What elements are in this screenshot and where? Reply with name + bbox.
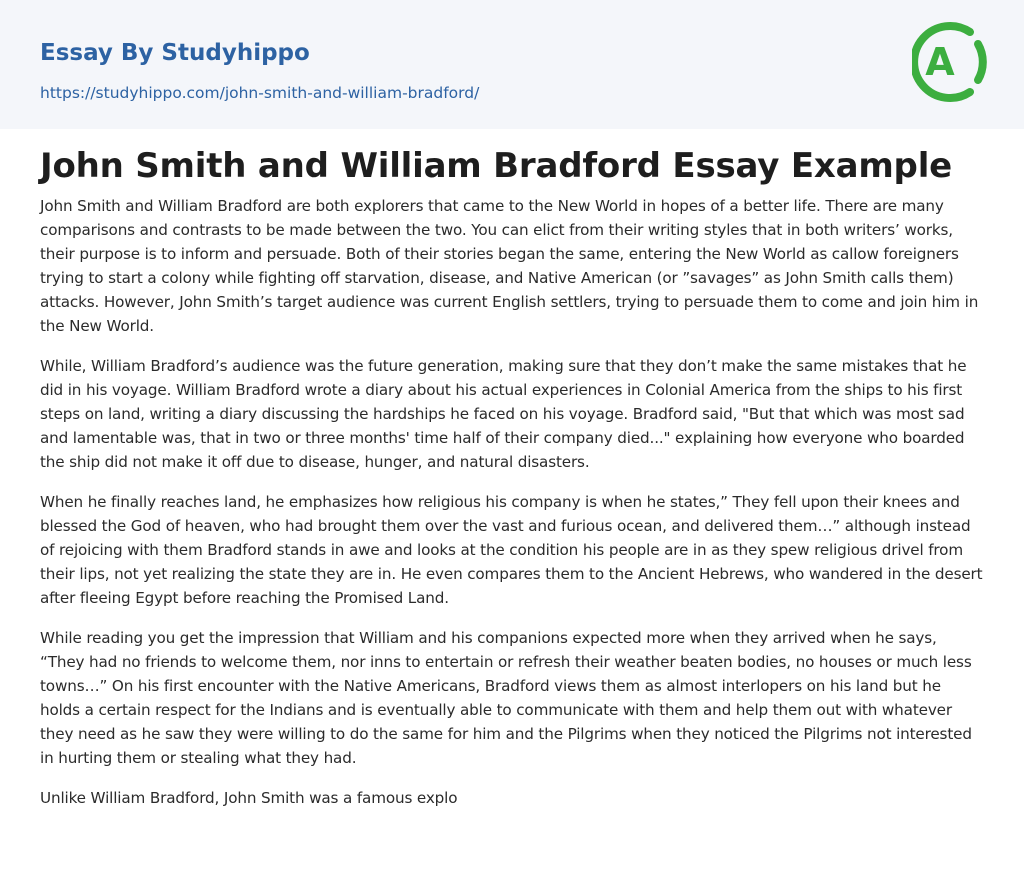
page-title: John Smith and William Bradford Essay Example xyxy=(40,146,953,186)
paragraph-4: While reading you get the impression that William and his companions expected more when they arrived when he says, “They had no friends to welcome them, nor inns to entertain or refresh their weather beaten bodies, no houses or much less towns…” On his first encounter with the Native Americans, Bradford views them as almost interlopers on his land but he holds a certain respect for the Indians and is eventually able to communicate with them and help them out with whatever they need as he saw they were willing to do the same for him and the Pilgrims when they noticed the Pilgrims not interested in hurting them or stealing what they had. xyxy=(40,629,972,767)
site-header xyxy=(0,0,1024,129)
paragraph-1: John Smith and William Bradford are both explorers that came to the New World in hopes of a better life. There are many comparisons and contrasts to be made between the two. You can elict from their writing styles that in both writers’ works, their purpose is to inform and persuade. Both of their stories began the same, entering the New World as callow foreigners trying to start a colony while fighting off starvation, disease, and Native American (or ”savages” as John Smith calls them) attacks. However, John Smith’s target audience was current English settlers, trying to persuade them to come and join him in the New World. xyxy=(40,197,979,335)
paragraph-5-truncated: Unlike William Bradford, John Smith was a famous explo xyxy=(40,789,458,807)
paragraph-3: When he finally reaches land, he emphasizes how religious his company is when he states,” They fell upon their knees and blessed the God of heaven, who had brought them over the vast and furious ocean, and delivered them…” although instead of rejoicing with them Bradford stands in awe and looks at the condition his people are in as they spew religious drivel from their lips, not yet realizing the state they are in. He even compares them to the Ancient Hebrews, who wandered in the desert after fleeing Egypt before reaching the Promised Land. xyxy=(40,493,983,607)
paragraph-2: While, William Bradford’s audience was the future generation, making sure that they don’t make the same mistakes that he did in his voyage. William Bradford wrote a diary about his actual experiences in Colonial America from the ships to his first steps on land, writing a diary discussing the hardships he faced on his voyage. Bradford said, "But that which was most sad and lamentable was, that in two or three months' time half of their company died..." explaining how everyone who boarded the ship did not make it off due to disease, hunger, and natural disasters. xyxy=(40,357,967,471)
logo-letter: A xyxy=(925,40,955,84)
site-brand[interactable]: Essay By Studyhippo xyxy=(40,40,310,66)
studyhippo-logo-icon[interactable] xyxy=(912,18,988,106)
article-body xyxy=(40,194,984,826)
page-url-link[interactable]: https://studyhippo.com/john-smith-and-william-bradford/ xyxy=(40,84,480,102)
